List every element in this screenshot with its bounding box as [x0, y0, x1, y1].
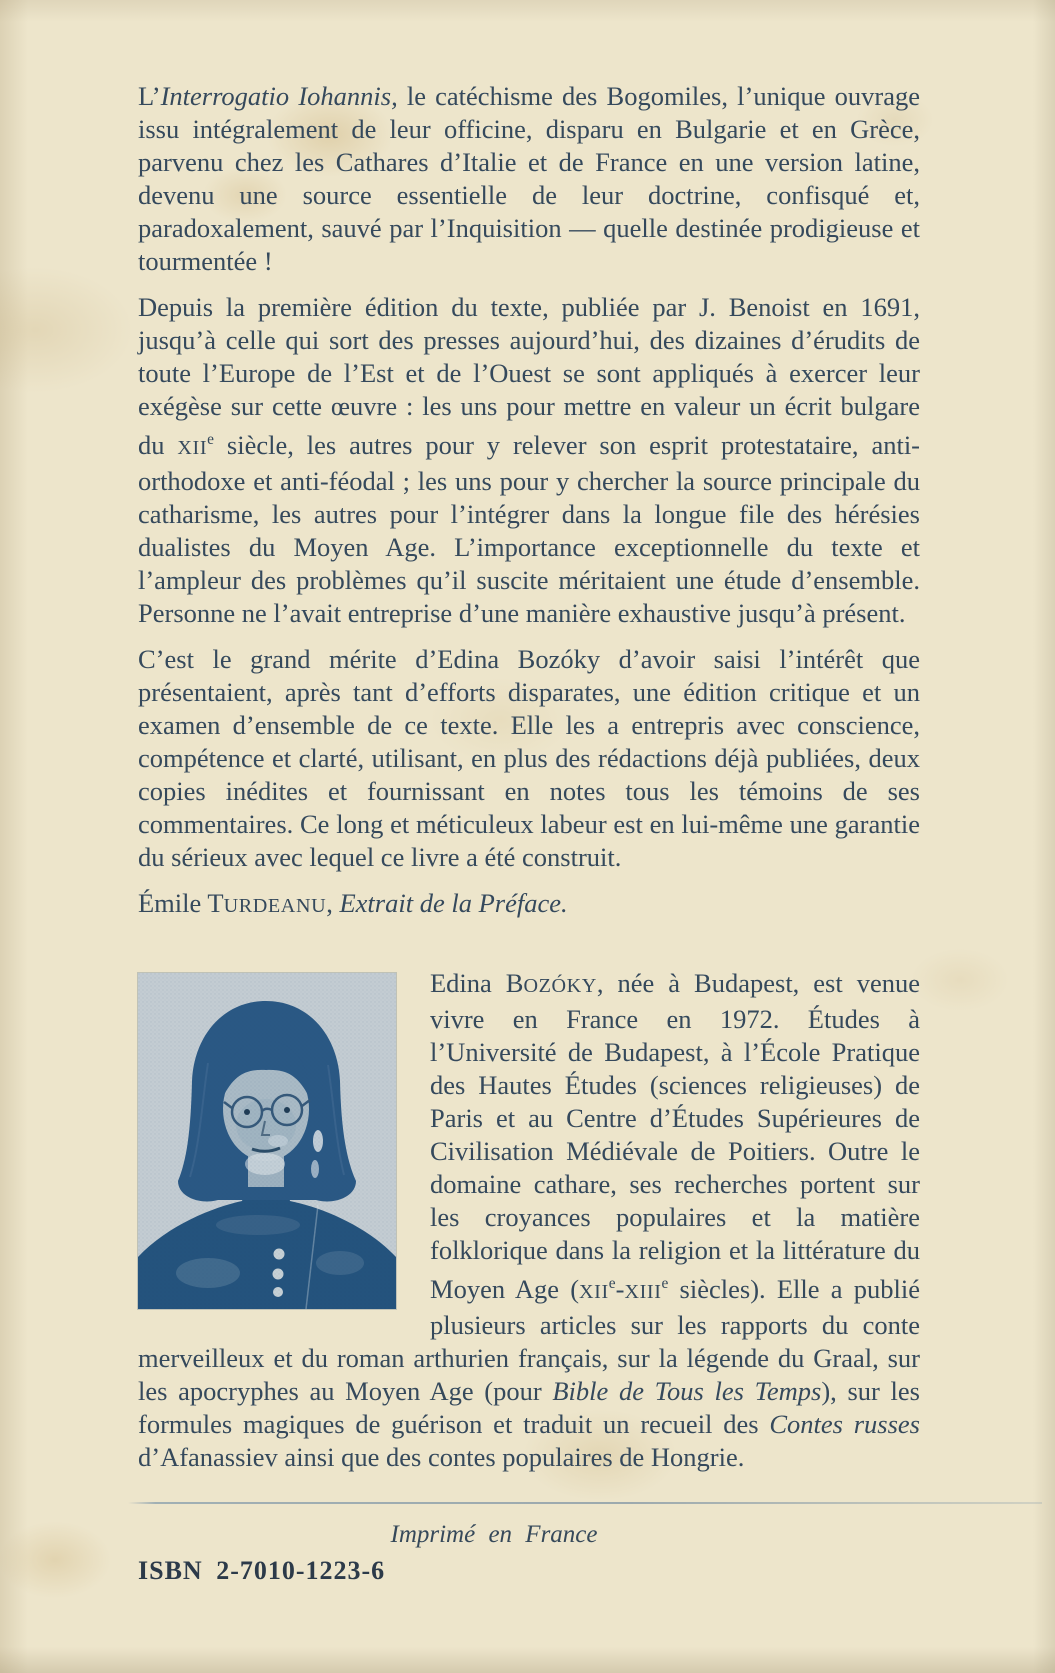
portrait-illustration — [138, 973, 396, 1309]
author-portrait-photo — [138, 973, 396, 1309]
preface-paragraph-1: L’Interrogatio Iohannis, le catéchisme des Bogomiles, l’unique ouvrage issu intégralement de leur officine, disparu en Bulgarie et en Grèce, parvenu chez les Cathares d’Italie et de France en une version latine, devenu une source essentielle de leur doctrine, confisqué et, paradoxalement, sauvé par l’Inquisition — quelle destinée prodigieuse et tourmentée ! — [138, 81, 920, 276]
footer-divider — [128, 1502, 1042, 1504]
halftone-overlay — [138, 973, 396, 1309]
printed-in-france-label: Imprimé en France — [390, 1520, 598, 1548]
preface-paragraph-2: Depuis la première édition du texte, publiée par J. Benoist en 1691, jusqu’à celle qui sort des presses aujourd’hui, des dizaines d’érudits de toute l’Europe de l’Est et de l’Ouest se sont appliqués à exercer leur exégèse sur cette œuvre : les uns pour mettre en valeur un écrit bulgare du XIIe siècle, les autres pour y relever son esprit protestataire, anti-orthodoxe et anti-féodal ; les uns pour y chercher la source principale du catharisme, les autres pour l’intégrer dans la longue file des hérésies dualistes du Moyen Age. L’importance exceptionnelle du texte et l’ampleur des problèmes qu’il suscite méritaient une étude d’ensemble. Personne ne l’avait entreprise d’une manière exhaustive jusqu’à présent. — [138, 292, 921, 628]
preface-attribution: Émile TURDEANU, Extrait de la Préface. — [138, 887, 568, 918]
preface-paragraph-3: C’est le grand mérite d’Edina Bozóky d’avoir saisi l’intérêt que présentaient, après tant d’efforts disparates, une édition critique et un examen d’ensemble de ce texte. Elle les a entrepris avec conscience, compétence et clarté, utilisant, en plus des rédactions déjà publiées, deux copies inédites et fournissant en notes tous les témoins de ses commentaires. Ce long et méticuleux labeur est en lui-même une garantie du sérieux avec lequel ce livre a été construit. — [138, 643, 920, 872]
author-bio-text: Edina BOZÓKY, née à Budapest, est venue vivre en France en 1972. Études à l’Université de Budapest, à l’École Pratique des Hautes Études (sciences religieuses) de Paris et au Centre d’Études Supérieures de Civilisation Médiévale de Poitiers. Outre le domaine cathare, ses recherches portent sur les croyances populaires et la matière folklorique dans la religion et la littérature du Moyen Age (XIIe-XIIIe siècles). Elle a publié plusieurs articles sur les rapports du conte merveilleux et du roman arthurien français, sur la légende du Graal, sur les apocryphes au Moyen Age (pour Bible de Tous les Temps), sur les formules magiques de guérison et traduit un recueil des Contes russes d’Afanassiev ainsi que des contes populaires de Hongrie. — [138, 967, 920, 1472]
isbn-label: ISBN 2-7010-1223-6 — [138, 1555, 386, 1585]
author-bio-section — [138, 967, 920, 1474]
